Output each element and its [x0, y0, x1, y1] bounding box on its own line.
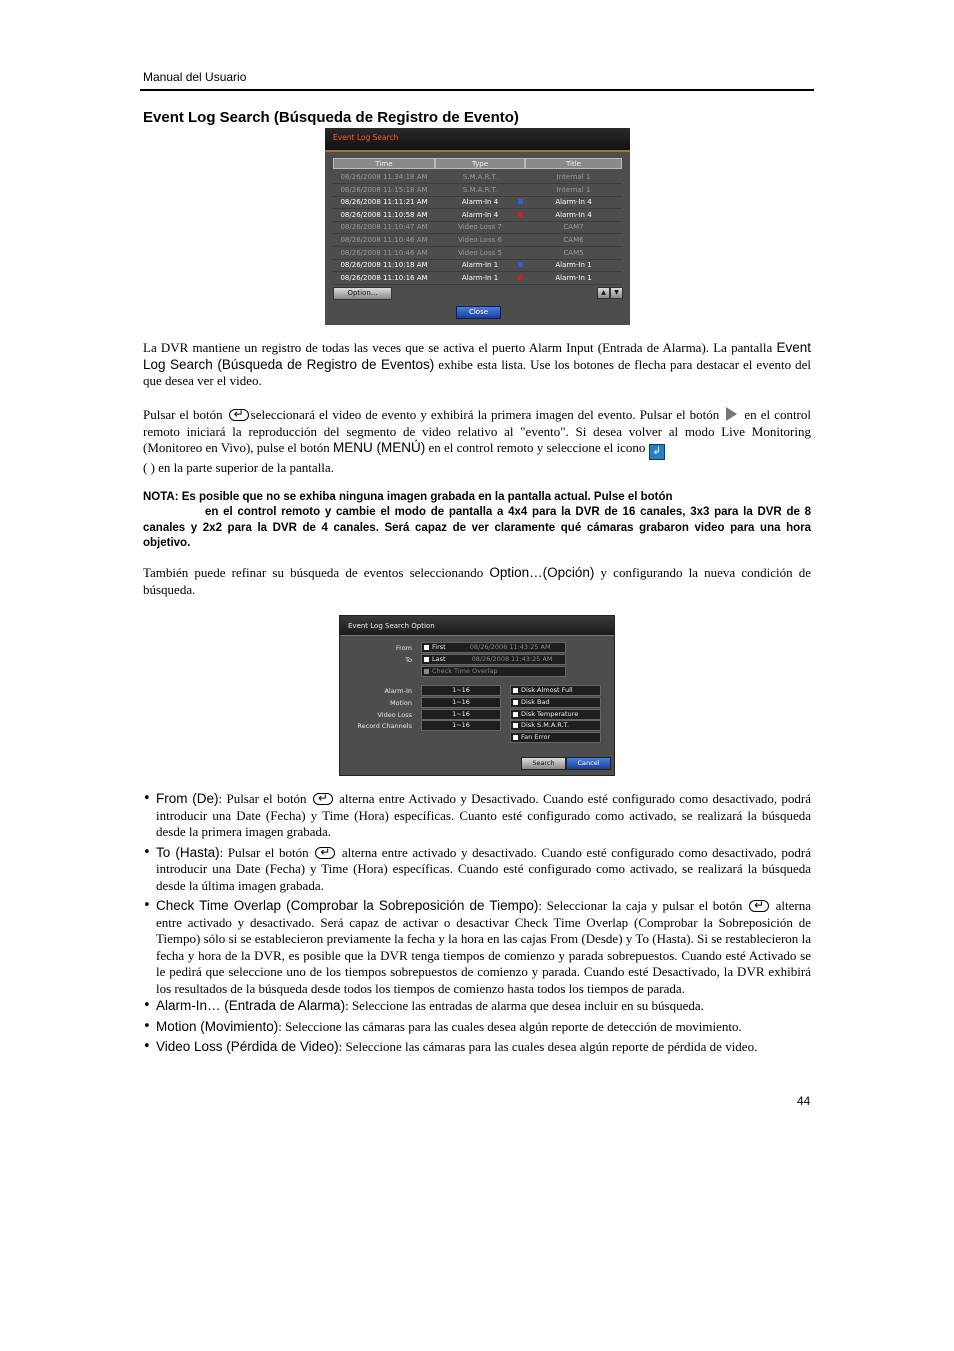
event-type: Alarm-In 1 — [461, 261, 499, 270]
bullet-video-loss: • Video Loss (Pérdida de Video): Seleccione las cámaras para las cuales desea algún reporte de pérdida de video. — [143, 1039, 758, 1054]
col-header-time[interactable]: Time — [333, 158, 435, 169]
from-label: From — [395, 644, 412, 652]
event-time: 08/26/2008 11:34:18 AM — [340, 173, 428, 181]
event-title: CAM7 — [563, 223, 584, 232]
option-button[interactable]: Option... — [333, 287, 392, 300]
play-icon — [726, 407, 737, 421]
first-label: First — [432, 643, 446, 651]
event-title: Internal 1 — [556, 173, 591, 181]
text: en el control remoto y seleccione el icono — [425, 440, 649, 455]
event-type: Alarm-In 4 — [461, 198, 499, 207]
event-time: 08/26/2008 11:15:18 AM — [340, 185, 428, 194]
event-log-search-option-screenshot — [339, 615, 615, 776]
col-header-type[interactable]: Type — [435, 158, 525, 169]
event-title: Alarm-In 1 — [555, 261, 592, 270]
text: También puede refinar su búsqueda de eventos seleccionando — [143, 565, 490, 580]
section-title: Event Log Search (Búsqueda de Registro de Evento) — [143, 109, 519, 126]
enter-icon — [313, 793, 333, 805]
check-label: Fan Error — [521, 733, 551, 741]
event-row[interactable] — [333, 221, 622, 233]
event-time: 08/26/2008 11:10:46 AM — [340, 236, 428, 244]
check-label: Disk Bad — [521, 698, 550, 706]
text: seleccionará el video de evento y exhibirá la primera imagen del evento. Pulsar el botón — [250, 407, 724, 422]
from-datetime: 08/26/2008 11:43:25 AM — [469, 643, 551, 651]
check-fan-error[interactable] — [510, 732, 601, 743]
event-row[interactable] — [333, 196, 622, 208]
to-label: To — [405, 656, 412, 664]
blue-marker-icon — [518, 262, 523, 267]
note-line: NOTA: Es posible que no se exhiba ninguna imagen grabada en la pantalla actual. Pulse el botón — [143, 491, 673, 503]
event-title: Alarm-In 4 — [555, 210, 592, 219]
bullet-motion: • Motion (Movimiento): Seleccione las cámaras para las cuales desea algún reporte de detección de movimiento. — [143, 1018, 742, 1034]
event-type: Video Loss 7 — [458, 223, 502, 232]
last-label: Last — [432, 655, 446, 663]
text: alterna entre activado y desactivado. Cuando esté configurado como desactivado, podrá introducir una Date (Fecha) y Time (Hora) específicas. Cuando esté configurado como activado, se realizará la búsqueda desde la última imagen grabada. — [156, 844, 811, 893]
event-time: 08/26/2008 11:10:46 AM — [340, 248, 428, 257]
event-row[interactable] — [333, 259, 622, 271]
record-channels-label: Record Channels — [357, 722, 412, 730]
event-type: Alarm-In 4 — [461, 210, 499, 219]
event-type: S.M.A.R.T. — [462, 173, 498, 181]
paragraph-intro — [143, 340, 811, 390]
text: ( ) en la parte superior de la pantalla. — [143, 460, 334, 475]
text: Event Log Search (Búsqueda de Registro de Eventos) — [143, 340, 811, 372]
text: : Seleccionar la caja y pulsar el botón — [538, 898, 748, 913]
check-disk-temperature[interactable] — [510, 709, 601, 720]
search-button[interactable]: Search — [521, 757, 566, 770]
check-disk-almost-full[interactable] — [510, 685, 601, 696]
text: Pulsar el botón — [143, 407, 227, 422]
checkbox-icon[interactable] — [513, 712, 518, 717]
col-header-title[interactable]: Title — [525, 158, 622, 169]
checkbox-icon[interactable] — [424, 657, 429, 662]
paragraph-option — [143, 565, 811, 598]
term: Video Loss (Pérdida de Video) — [156, 1039, 339, 1054]
event-title: Alarm-In 4 — [555, 198, 592, 207]
enter-icon — [749, 900, 769, 912]
blue-marker-icon — [518, 199, 523, 204]
event-row[interactable] — [333, 184, 622, 196]
event-title: Alarm-In 1 — [555, 273, 592, 282]
term: Check Time Overlap (Comprobar la Sobreposición de Tiempo) — [156, 898, 539, 913]
text: y configurando la nueva condición de búsqueda. — [143, 565, 812, 597]
bullet-alarm-in: • Alarm-In… (Entrada de Alarma): Seleccione las entradas de alarma que desea incluir en su búsqueda. — [143, 998, 704, 1013]
checkbox-icon[interactable] — [424, 669, 429, 674]
event-type: Video Loss 6 — [458, 236, 502, 244]
paragraph-playback — [143, 407, 811, 477]
overlap-label: Check Time Overlap — [432, 667, 498, 675]
to-field[interactable] — [421, 654, 566, 665]
event-time: 08/26/2008 11:10:47 AM — [340, 223, 428, 232]
bullet-to: • To (Hasta): Pulsar el botón ↵ alterna entre activado y desactivado. Cuando esté configurado como desactivado, podrá introducir una Date (Fecha) y Time (Hora) específicas. Cuando esté configurado como activado, se realizará la búsqueda desde la última imagen grabada. — [143, 845, 811, 895]
header-rule — [140, 89, 814, 91]
video-loss-select[interactable]: 1~16 — [421, 709, 501, 720]
text: MENU (MENÚ) — [332, 440, 426, 455]
text: : Seleccione las cámaras para las cuales desea algún reporte de detección de movimiento. — [278, 1018, 742, 1034]
video-loss-label: Video Loss — [377, 711, 412, 719]
scroll-down-button[interactable]: ▼ — [610, 287, 623, 299]
checkbox-icon[interactable] — [513, 723, 518, 728]
enter-icon — [315, 847, 335, 859]
text: : Seleccione las cámaras para las cuales desea algún reporte de pérdida de video. — [338, 1039, 758, 1054]
event-type: Video Loss 5 — [458, 248, 502, 257]
text: : Pulsar el botón — [219, 844, 314, 860]
event-log-search-screenshot — [325, 128, 630, 325]
red-marker-icon — [518, 212, 523, 217]
motion-select[interactable]: 1~16 — [421, 697, 501, 708]
event-time: 08/26/2008 11:10:58 AM — [340, 210, 428, 219]
term: Alarm-In… (Entrada de Alarma) — [156, 998, 346, 1013]
motion-label: Motion — [389, 699, 412, 707]
text: : Pulsar el botón — [218, 791, 311, 806]
row-divider — [333, 284, 622, 285]
text: en el control remoto iniciará la reproducción del segmento de video relativo al "evento". Si desea volver al modo Live Monitoring (Monitoreo en Vivo), pulse el botón — [143, 407, 811, 455]
check-label: Disk Temperature — [521, 710, 579, 718]
text: alterna entre Activado y Desactivado. Cuando esté configurado como desactivado, podrá introducir una Date (Fecha) y Time (Hora) específicas. Cuanto esté configurado como activado, se realizará la búsqueda desde la primera imagen grabada. — [156, 791, 811, 839]
check-disk-smart[interactable] — [510, 720, 601, 731]
event-title: CAM5 — [563, 248, 584, 257]
screen-title: Event Log Search Option — [348, 622, 435, 630]
event-time: 08/26/2008 11:10:18 AM — [340, 261, 428, 270]
close-button[interactable]: Close — [456, 306, 501, 319]
note-block — [143, 490, 811, 551]
to-datetime: 08/26/2008 11:43:25 AM — [471, 655, 553, 663]
running-header: Manual del Usuario — [143, 70, 247, 84]
event-row[interactable] — [333, 209, 622, 221]
check-label: Disk S.M.A.R.T. — [521, 721, 569, 729]
checkbox-icon[interactable] — [513, 688, 518, 693]
text: exhibe esta lista. Use los botones de flecha para destacar el evento del que desea ver el video. — [143, 356, 811, 388]
checkbox-icon[interactable] — [424, 645, 429, 650]
event-type: Alarm-In 1 — [461, 273, 499, 282]
option-bullet-list — [143, 791, 811, 1056]
event-row[interactable] — [333, 247, 622, 259]
text: Option…(Opción) — [489, 565, 595, 580]
red-marker-icon — [518, 275, 523, 280]
cancel-button[interactable]: Cancel — [566, 757, 611, 770]
live-monitoring-icon: ↲ — [649, 444, 665, 460]
alarm-in-select[interactable]: 1~16 — [421, 685, 501, 696]
event-time: 08/26/2008 11:11:21 AM — [340, 198, 428, 207]
note-line: en el control remoto y cambie el modo de pantalla a 4x4 para la DVR de 16 canales, 3x3 para la DVR de 8 canales y 2x2 para la DVR de 4 canales. Será capaz de ver claramente qué cámaras grabaron video para una hora objetivo. — [143, 506, 811, 549]
bullet-from: • From (De): Pulsar el botón ↵ alterna entre Activado y Desactivado. Cuando esté configurado como desactivado, podrá introducir una Date (Fecha) y Time (Hora) específicas. Cuanto esté configurado como activado, se realizará la búsqueda desde la primera imagen grabada. — [143, 791, 811, 841]
alarm-in-label: Alarm-In — [384, 687, 412, 695]
text: alterna entre activado y desactivado. Será capaz de activar o desactivar Check Time Overlap (Comprobar la Sobreposición de Tiempo) sólo si se establecieron previamente la fecha y la hora en las cajas From (Desde) y To (Hasta). Si se restablecieron la fecha y hora de la DVR, es posible que la DVR tenga tiempos de comienzo y parada sobrepuestos. Cuando esté Activado se le pedirá que seleccione uno de los tiempos sobrepuestos de comienzo y parada. Cuando esté Desactivado, la DVR exhibirá los resultados de la búsqueda desde todos los tiempos de comienzo hasta todos los tiempos de parada. — [156, 898, 811, 996]
term: From (De) — [156, 791, 219, 806]
page-number: 44 — [797, 1094, 811, 1108]
bullet-check-time-overlap: • Check Time Overlap (Comprobar la Sobreposición de Tiempo): Seleccionar la caja y pulsar el botón ↵ alterna entre activado y desactivado. Será capaz de activar o desactivar Check Time Overlap (Comprobar la Sobreposición de Tiempo) sólo si se establecieron previamente la fecha y la hora en las cajas From (Desde) y To (Hasta). Si se restablecieron la fecha y hora de la DVR, es posible que la DVR tenga tiempos de comienzo y parada sobrepuestos. Cuando esté Activado se le pedirá que seleccione uno de los tiempos sobrepuestos de comienzo y parada. Cuando esté Desactivado, la DVR exhibirá los resultados de la búsqueda desde todos los tiempos de comienzo hasta todos los tiempos de parada. — [143, 898, 811, 997]
check-disk-bad[interactable] — [510, 697, 601, 708]
screen-title: Event Log Search — [333, 133, 399, 142]
from-field[interactable] — [421, 642, 566, 653]
term: Motion (Movimiento) — [156, 1018, 279, 1034]
event-row[interactable] — [333, 234, 622, 246]
checkbox-icon[interactable] — [513, 735, 518, 740]
check-label: Disk Almost Full — [521, 686, 573, 694]
event-title: CAM6 — [563, 236, 584, 244]
event-row[interactable] — [333, 171, 622, 183]
enter-icon — [229, 409, 249, 421]
check-time-overlap[interactable] — [421, 666, 566, 677]
event-time: 08/26/2008 11:10:16 AM — [340, 273, 428, 282]
text: : Seleccione las entradas de alarma que desea incluir en su búsqueda. — [345, 998, 704, 1013]
term: To (Hasta) — [156, 844, 220, 860]
text: La DVR mantiene un registro de todas las veces que se activa el puerto Alarm Input (Entrada de Alarma). La pantalla — [143, 340, 777, 355]
record-channels-select[interactable]: 1~16 — [421, 720, 501, 731]
event-title: Internal 1 — [556, 185, 591, 194]
checkbox-icon[interactable] — [513, 700, 518, 705]
scroll-up-button[interactable]: ▲ — [597, 287, 610, 299]
event-type: S.M.A.R.T. — [462, 185, 498, 194]
event-row[interactable] — [333, 272, 622, 284]
